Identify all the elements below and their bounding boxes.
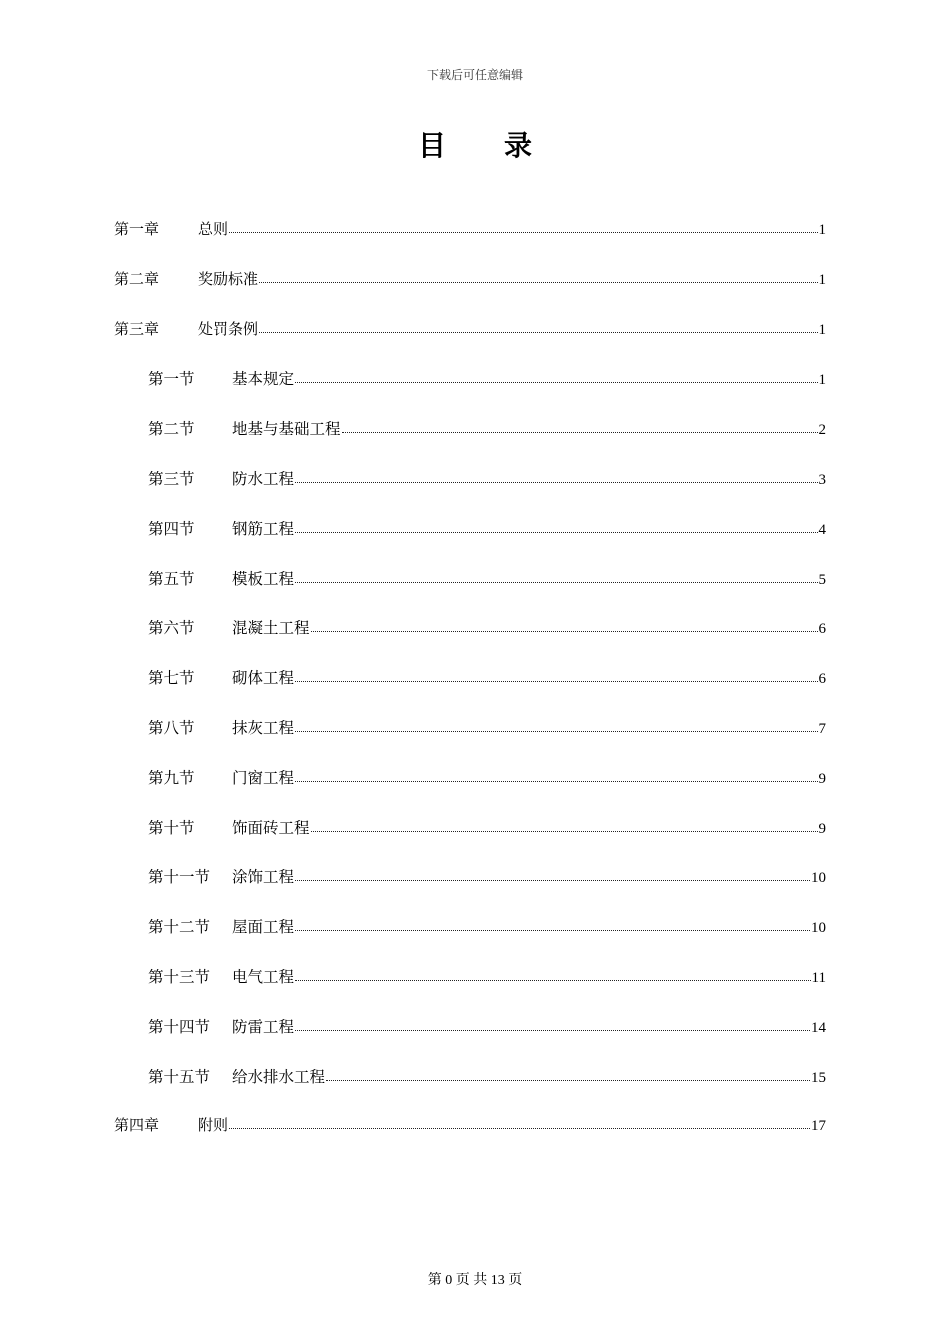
toc-entry-number: 第十一节 (148, 868, 211, 887)
toc-dot-leader (229, 219, 817, 234)
toc-entry[interactable] (114, 616, 826, 666)
toc-entry-number: 第十二节 (148, 918, 211, 937)
toc-entry-title: 奖励标准 (198, 269, 259, 288)
toc-entry-page-number: 6 (818, 621, 826, 638)
toc-entry[interactable] (114, 1065, 826, 1115)
toc-dot-leader (295, 1016, 810, 1032)
toc-entry-number: 第一章 (114, 220, 160, 238)
toc-entry-page-number: 1 (818, 321, 826, 338)
toc-entry-number: 第四章 (114, 1116, 160, 1135)
toc-entry[interactable] (114, 1114, 826, 1164)
toc-entry-number: 第二节 (148, 420, 195, 439)
toc-dot-leader (295, 966, 811, 982)
toc-entry-page-number: 10 (811, 870, 826, 887)
toc-entry-page-number: 10 (811, 920, 826, 937)
toc-entry[interactable] (114, 666, 826, 716)
toc-entry[interactable] (114, 268, 826, 318)
toc-dot-leader (295, 668, 817, 684)
toc-entry[interactable] (114, 915, 826, 965)
toc-dot-leader (342, 419, 818, 435)
toc-entry-number: 第七节 (148, 669, 195, 688)
toc-entry-title: 附则 (198, 1116, 229, 1135)
toc-entry[interactable] (114, 716, 826, 766)
toc-entry[interactable] (114, 318, 826, 368)
toc-dot-leader (295, 518, 817, 534)
toc-entry-page-number: 6 (818, 671, 826, 688)
toc-entry-number: 第六节 (148, 619, 195, 638)
toc-entry[interactable] (114, 766, 826, 816)
toc-entry[interactable] (114, 467, 826, 517)
header-note: 下载后可任意编辑 (426, 68, 523, 82)
toc-entry-title: 电气工程 (232, 967, 295, 986)
toc-dot-leader (295, 468, 817, 484)
toc-entry[interactable] (114, 367, 826, 417)
toc-entry-page-number: 3 (818, 471, 826, 488)
toc-dot-leader (311, 817, 818, 833)
toc-dot-leader (326, 1066, 810, 1082)
toc-dot-leader (295, 867, 810, 883)
toc-entry[interactable] (114, 1015, 826, 1065)
toc-entry-number: 第十四节 (148, 1017, 211, 1036)
toc-entry-title: 处罚条例 (198, 319, 259, 338)
toc-entry-page-number: 1 (818, 271, 826, 288)
page-title-char-1: 目 (417, 129, 446, 162)
toc-entry-page-number: 14 (811, 1019, 826, 1036)
toc-entry-title: 模板工程 (232, 569, 295, 588)
toc-dot-leader (311, 618, 818, 634)
toc-entry-number: 第二章 (114, 269, 160, 288)
toc-entry-number: 第四节 (148, 519, 195, 538)
toc-dot-leader (295, 917, 810, 933)
toc-entry[interactable] (114, 517, 826, 567)
toc-entry-title: 总则 (198, 220, 229, 238)
toc-entry[interactable] (114, 865, 826, 915)
toc-dot-leader (229, 1115, 810, 1130)
toc-entry-number: 第三节 (148, 469, 195, 488)
toc-entry-number: 第十节 (148, 818, 195, 837)
toc-entry-page-number: 1 (818, 222, 826, 238)
toc-entry[interactable] (114, 567, 826, 617)
toc-entry-number: 第八节 (148, 718, 195, 737)
toc-entry-page-number: 11 (811, 969, 826, 986)
toc-entry-number: 第十三节 (148, 967, 211, 986)
toc-entry-number: 第五节 (148, 569, 195, 588)
toc-entry-title: 门窗工程 (232, 768, 295, 787)
toc-entry-title: 抹灰工程 (232, 718, 295, 737)
toc-dot-leader (295, 767, 817, 783)
table-of-contents (114, 218, 826, 1164)
toc-entry[interactable] (114, 218, 826, 268)
toc-entry[interactable] (114, 816, 826, 866)
toc-entry-number: 第十五节 (148, 1067, 211, 1086)
toc-entry-title: 屋面工程 (232, 918, 295, 937)
toc-entry-number: 第九节 (148, 768, 195, 787)
toc-entry-title: 基本规定 (232, 370, 295, 389)
toc-entry-title: 涂饰工程 (232, 868, 295, 887)
toc-entry-title: 地基与基础工程 (232, 420, 341, 439)
toc-entry-page-number: 5 (818, 571, 826, 588)
toc-entry-title: 防水工程 (232, 469, 295, 488)
toc-entry-number: 第一节 (148, 370, 195, 389)
page-title-char-2: 录 (504, 129, 533, 162)
toc-dot-leader (295, 369, 817, 385)
toc-dot-leader (259, 269, 817, 284)
toc-entry-page-number: 9 (818, 820, 826, 837)
toc-entry-number: 第三章 (114, 319, 160, 338)
toc-entry-page-number: 4 (818, 521, 826, 538)
toc-entry-page-number: 7 (818, 720, 826, 737)
toc-entry-page-number: 1 (818, 372, 826, 389)
toc-dot-leader (295, 717, 817, 733)
toc-dot-leader (259, 319, 817, 334)
toc-entry-page-number: 2 (818, 422, 826, 439)
toc-entry-page-number: 9 (818, 770, 826, 787)
toc-entry-title: 砌体工程 (232, 669, 295, 688)
toc-dot-leader (295, 568, 817, 584)
toc-entry[interactable] (114, 417, 826, 467)
toc-entry-title: 钢筋工程 (232, 519, 295, 538)
toc-entry-title: 防雷工程 (232, 1017, 295, 1036)
page-title (0, 124, 950, 164)
toc-entry-page-number: 15 (811, 1069, 826, 1086)
page-footer: 第 0 页 共 13 页 (427, 1273, 523, 1288)
toc-entry-title: 混凝土工程 (232, 619, 310, 638)
toc-entry-title: 饰面砖工程 (232, 818, 310, 837)
toc-entry-title: 给水排水工程 (232, 1067, 326, 1086)
toc-entry-page-number: 17 (811, 1118, 826, 1135)
toc-entry[interactable] (114, 965, 826, 1015)
